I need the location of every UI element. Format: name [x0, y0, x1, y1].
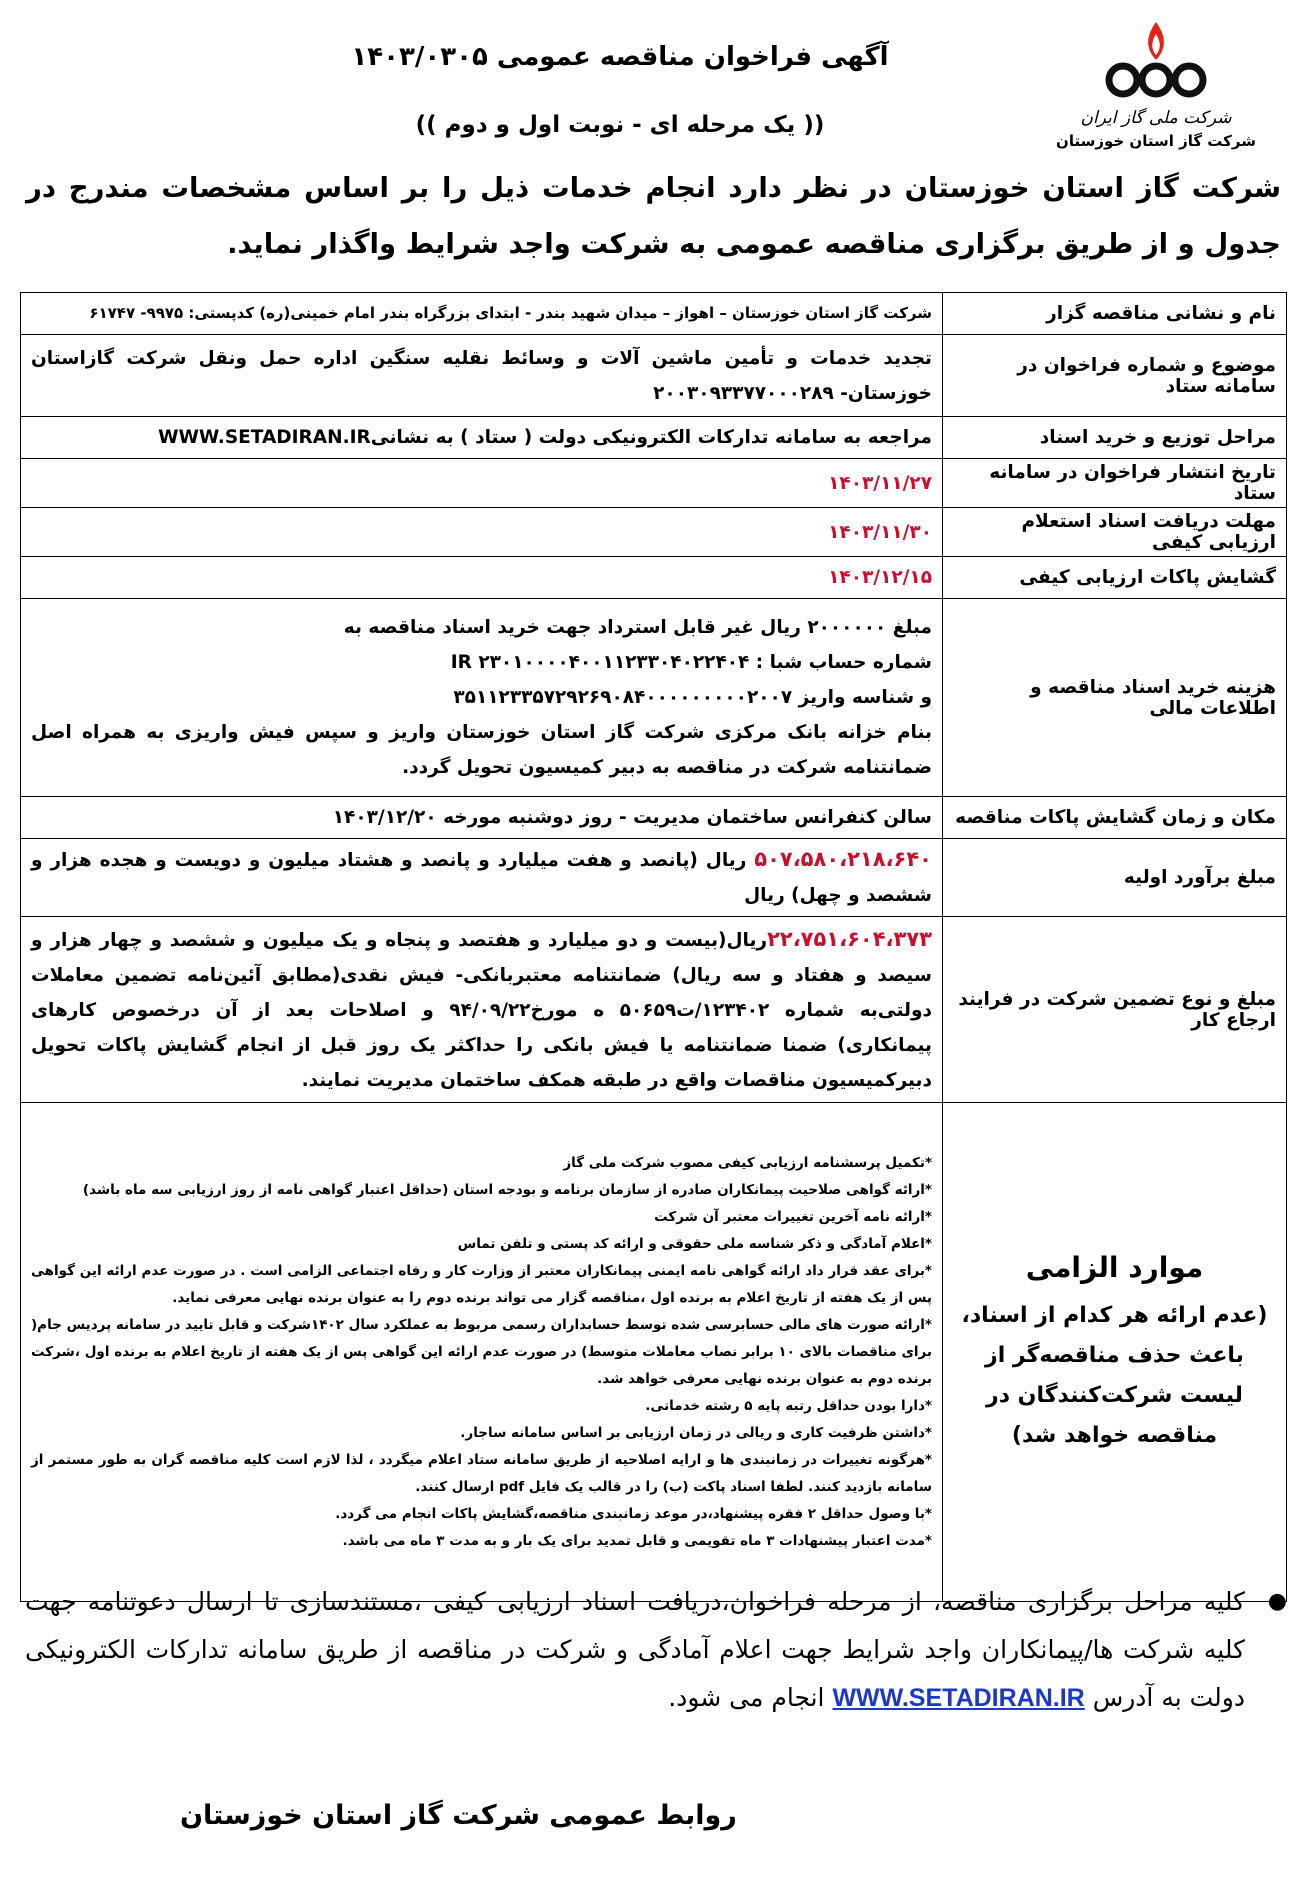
- signoff: روابط عمومی شرکت گاز استان خوزستان: [180, 1800, 737, 1831]
- table-row: [21, 293, 1287, 335]
- row-value-subject: تجدید خدمات و تأمین ماشین آلات و وسائط نقلیه سنگین اداره حمل ونقل شرکت گازاستان خوزستان- ۲۰۰۳۰۹۳۳۷۷۰۰۰۲۸۹: [21, 335, 943, 417]
- gas-flame-logo-icon: [1097, 18, 1215, 106]
- row-value-deadline: ۱۴۰۳/۱۱/۳۰: [21, 508, 943, 557]
- requirements-list: [31, 1150, 932, 1555]
- row-value-cost: [21, 599, 943, 797]
- table-row: [21, 459, 1287, 508]
- table-row: [21, 917, 1287, 1103]
- table-row: [21, 417, 1287, 459]
- list-item: *داشتن ظرفیت کاری و ریالی در زمان ارزیابی بر اساس سامانه ساجار.: [460, 1424, 932, 1441]
- requirements-note: (عدم ارائه هر کدام از اسناد، باعث حذف مناقصه‌گر از لیست شرکت‌کنندگان در مناقصه خواهد شد): [961, 1303, 1268, 1448]
- table-row: [21, 599, 1287, 797]
- table-row: [21, 797, 1287, 839]
- table-row: [21, 1103, 1287, 1602]
- list-item: *برای عقد قرار داد ارائه گواهی نامه ایمنی پیمانکاران معتبر از وزارت کار و رفاه اجتماعی الزامی است . در صورت عدم ارائه این گواهی پس از یک هفته از تاریخ اعلام به برنده اول ،مناقصه گزار می تواند برنده دوم را به عنوان برنده نهایی معرفی نماید.: [31, 1262, 932, 1306]
- company-logo: [1041, 18, 1271, 168]
- row-label-cost: هزینه خرید اسناد مناقصه و اطلاعات مالی: [943, 599, 1287, 797]
- table-row: [21, 839, 1287, 917]
- setadiran-link[interactable]: WWW.SETADIRAN.IR: [832, 1684, 1085, 1712]
- list-item: *ارائه صورت های مالی حسابرسی شده توسط حسابداران رسمی مربوط به عملکرد سال ۱۴۰۲شرکت و قابل تایید در سامانه پردیس جام( برای مناقصات بالای ۱۰ برابر نصاب معاملات متوسط) در صورت عدم ارائه این گواهی پس از یک هفته از تاریخ اعلام به برنده اول ،شرکت برنده دوم به عنوان برنده نهایی معرفی خواهد شد.: [31, 1316, 932, 1387]
- row-label-subject: موضوع و شماره فراخوان در سامانه ستاد: [943, 335, 1287, 417]
- estimate-amount: ۵۰۷،۵۸۰،۲۱۸،۶۴۰: [754, 847, 932, 871]
- row-value-requirements: [21, 1103, 943, 1602]
- row-label-requirements: [943, 1103, 1287, 1602]
- footnote: [25, 1578, 1287, 1722]
- footnote-text: کلیه مراحل برگزاری مناقصه، از مرحله فراخوان،دریافت اسناد ارزیابی کیفی ،مستندسازی تا ارسال دعوتنامه جهت کلیه شرکت ها/پیمانکاران واجد شرایط جهت اعلام آمادگی و شرکت در مناقصه از طریق سامانه تدارکات الکترونیکی دولت به آدرس: [25, 1587, 1245, 1712]
- list-item: *دارا بودن حداقل رتبه پایه ۵ رشته خدماتی.: [645, 1397, 932, 1414]
- guarantee-text: ریال(بیست و دو میلیارد و هفتصد و پنجاه و یک میلیون و ششصد و چهار هزار و سیصد و هفتاد و سه ریال) ضمانتنامه معتبربانکی- فیش نقدی(مطابق آئین‌نامه تضمین معاملات دولتی‌به شماره ۱۲۳۴۰۲/ت۵۰۶۵۹ ه مورخ۹۴/۰۹/۲۲ و اصلاحات بعد از آن درخصوص کارهای پیمانکاری) ضمنا ضمانتنامه یا فیش بانکی را حداکثر یک روز قبل از انجام گشایش پاکات تحویل دبیرکمیسیون مناقصات واقع در طبقه همکف ساختمان مدیریت نمایند.: [31, 929, 932, 1091]
- list-item: *ارائه نامه آخرین تغییرات معتبر آن شرکت: [654, 1208, 932, 1225]
- logo-script-text: شرکت ملی گاز ایران: [1080, 108, 1232, 128]
- row-value-guarantee: [21, 917, 943, 1103]
- row-value-venue: سالن کنفرانس ساختمان مدیریت - روز دوشنبه مورخه ۱۴۰۳/۱۲/۲۰: [21, 797, 943, 839]
- page-subtitle: (( یک مرحله ای - نوبت اول و دوم )): [415, 112, 825, 138]
- list-item: *مدت اعتبار پیشنهادات ۳ ماه تقویمی و قابل تمدید برای یک بار و به مدت ۳ ماه می باشد.: [342, 1532, 932, 1549]
- row-label-deadline: مهلت دریافت اسناد استعلام ارزیابی کیفی: [943, 508, 1287, 557]
- footnote-tail: انجام می شود.: [668, 1683, 825, 1712]
- table-row: [21, 557, 1287, 599]
- list-item: *هرگونه تغییرات در زمانبندی ها و ارایه اصلاحیه از طریق سامانه ستاد اعلام میگردد ، لذا لازم است کلیه مناقصه گران به طور مستمر از سامانه بازدید کنند. لطفا اسناد پاکت (ب) را در قالب یک فایل pdf ارسال کنند.: [31, 1451, 932, 1495]
- tender-table: [20, 292, 1287, 1602]
- list-item: *با وصول حداقل ۲ فقره پیشنهاد،در موعد زمانبندی مناقصه،گشایش پاکات انجام می گردد.: [335, 1505, 932, 1522]
- row-value-estimate: [21, 839, 943, 917]
- row-label-opening: گشایش پاکات ارزیابی کیفی: [943, 557, 1287, 599]
- table-row: [21, 508, 1287, 557]
- bullet-icon: ●: [1267, 1589, 1287, 1614]
- row-label-distribution: مراحل توزیع و خرید اسناد: [943, 417, 1287, 459]
- table-row: [21, 335, 1287, 417]
- cost-line: مبلغ ۲۰۰۰۰۰۰ ریال غیر قابل استرداد جهت خرید اسناد مناقصه به: [343, 617, 932, 638]
- row-value-publish-date: ۱۴۰۳/۱۱/۲۷: [21, 459, 943, 508]
- guarantee-amount: ۲۲،۷۵۱،۶۰۴،۳۷۳: [767, 926, 932, 951]
- row-label-publish-date: تاریخ انتشار فراخوان در سامانه ستاد: [943, 459, 1287, 508]
- list-item: *تکمیل پرسشنامه ارزیابی کیفی مصوب شرکت ملی گاز: [563, 1154, 932, 1171]
- row-label-guarantee: مبلغ و نوع تضمین شرکت در فرایند ارجاع کار: [943, 917, 1287, 1103]
- list-item: *اعلام آمادگی و ذکر شناسه ملی حقوقی و ارائه کد پستی و تلفن تماس: [457, 1235, 932, 1252]
- row-label-estimate: مبلغ برآورد اولیه: [943, 839, 1287, 917]
- row-label-organizer: نام و نشانی مناقصه گزار: [943, 293, 1287, 335]
- cost-line: بنام خزانه بانک مرکزی شرکت گاز استان خوزستان واریز و سپس فیش واریزی به همراه اصل ضمانتنامه شرکت در مناقصه به دبیر کمیسیون تحویل گردد.: [31, 722, 932, 778]
- row-value-opening: ۱۴۰۳/۱۲/۱۵: [21, 557, 943, 599]
- logo-company-name: شرکت گاز استان خوزستان: [1056, 132, 1256, 150]
- page-title: آگهی فراخوان مناقصه عمومی ۱۴۰۳/۰۳۰۵: [351, 42, 889, 72]
- requirements-title: موارد الزامی: [1025, 1251, 1204, 1284]
- estimate-text: ریال (پانصد و هفت میلیارد و پانصد و هشتاد میلیون و دویست و هجده هزار و ششصد و چهل) ریال: [31, 850, 932, 906]
- cost-line: و شناسه واریز ۳۵۱۱۲۳۳۵۷۲۹۲۶۹۰۸۴۰۰۰۰۰۰۰۰۰۲۰۰۷: [453, 687, 932, 708]
- row-value-organizer: شرکت گاز استان خوزستان – اهواز – میدان شهید بندر - ابتدای بزرگراه بندر امام خمینی(ره) کدپستی: ۹۹۷۵- ۶۱۷۴۷: [21, 293, 943, 335]
- cost-line: شماره حساب شبا : IR ۲۳۰۱۰۰۰۰۴۰۰۱۱۲۳۳۰۴۰۲۲۴۰۴: [450, 652, 932, 673]
- list-item: *ارائه گواهی صلاحیت پیمانکاران صادره از سازمان برنامه و بودجه استان (حداقل اعتبار گواهی نامه از روز ارزیابی سه ماه باشد): [82, 1181, 932, 1198]
- row-label-venue: مکان و زمان گشایش پاکات مناقصه: [943, 797, 1287, 839]
- intro-paragraph: شرکت گاز استان خوزستان در نظر دارد انجام خدمات ذیل را بر اساس مشخصات مندرج در جدول و از طریق برگزاری مناقصه عمومی به شرکت واجد شرایط واگذار نماید.: [26, 172, 1281, 260]
- row-value-distribution: مراجعه به سامانه تدارکات الکترونیکی دولت ( ستاد ) به نشانیWWW.SETADIRAN.IR: [21, 417, 943, 459]
